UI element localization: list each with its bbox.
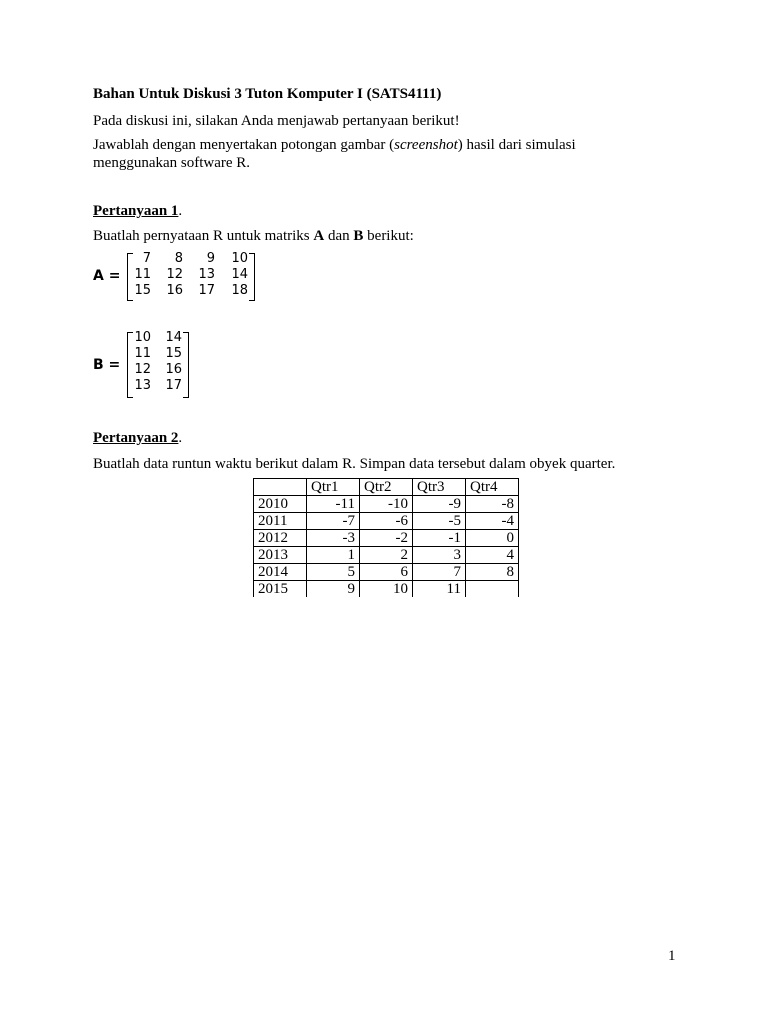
matrix-cell: 13 bbox=[198, 267, 215, 282]
table-value-cell: -1 bbox=[413, 530, 466, 547]
matrix-cell: 18 bbox=[231, 283, 248, 298]
table-value-cell: 4 bbox=[466, 547, 519, 564]
question-2-heading bbox=[93, 430, 182, 447]
table-year-cell: 2014 bbox=[254, 564, 307, 581]
table-value-cell: 7 bbox=[413, 564, 466, 581]
table-header-cell: Qtr4 bbox=[466, 479, 519, 496]
table-value-cell: 1 bbox=[307, 547, 360, 564]
table-value-cell: 0 bbox=[466, 530, 519, 547]
matrix-b-right-bracket bbox=[183, 332, 189, 398]
table-header-row bbox=[254, 479, 519, 496]
matrix-cell: 16 bbox=[165, 362, 182, 377]
table-year-cell: 2010 bbox=[254, 496, 307, 513]
table-year-cell: 2012 bbox=[254, 530, 307, 547]
table-value-cell: -8 bbox=[466, 496, 519, 513]
q1-text-end: berikut: bbox=[363, 228, 414, 244]
matrix-cell: 15 bbox=[134, 283, 151, 298]
table-value-cell: 9 bbox=[307, 581, 360, 598]
table-value-cell: -9 bbox=[413, 496, 466, 513]
matrix-cell: 8 bbox=[174, 251, 183, 266]
table-row bbox=[254, 547, 519, 564]
table-value-cell: -2 bbox=[360, 530, 413, 547]
table-row bbox=[254, 513, 519, 530]
question-1-instruction bbox=[93, 228, 414, 245]
matrix-b-label: B = bbox=[93, 357, 121, 373]
matrix-cell: 17 bbox=[198, 283, 215, 298]
table-value-cell: 8 bbox=[466, 564, 519, 581]
table-value-cell: -4 bbox=[466, 513, 519, 530]
table-year-cell: 2015 bbox=[254, 581, 307, 598]
matrix-cell: 11 bbox=[134, 267, 151, 282]
table-value-cell bbox=[466, 581, 519, 598]
q1-matrix-b-name: B bbox=[353, 228, 364, 244]
question-1-heading bbox=[93, 203, 182, 220]
table-header-cell: Qtr1 bbox=[307, 479, 360, 496]
instruction-text-start: Jawablah dengan menyertakan potongan gambar ( bbox=[93, 137, 395, 153]
matrix-cell: 17 bbox=[165, 378, 182, 393]
matrix-cell: 10 bbox=[231, 251, 248, 266]
instruction-paragraph-line2: menggunakan software R. bbox=[93, 155, 251, 171]
document-title: Bahan Untuk Diskusi 3 Tuton Komputer I (SATS4111) bbox=[93, 86, 442, 102]
table-value-cell: 2 bbox=[360, 547, 413, 564]
matrix-cell: 13 bbox=[134, 378, 151, 393]
matrix-cell: 14 bbox=[231, 267, 248, 282]
table-value-cell: -5 bbox=[413, 513, 466, 530]
instruction-paragraph bbox=[93, 137, 576, 154]
matrix-cell: 9 bbox=[206, 251, 215, 266]
table-value-cell: 10 bbox=[360, 581, 413, 598]
question-2-instruction: Buatlah data runtun waktu berikut dalam R. Simpan data tersebut dalam obyek quarter. bbox=[93, 456, 616, 472]
matrix-cell: 7 bbox=[142, 251, 151, 266]
question-2-dot: . bbox=[178, 430, 183, 446]
matrix-a bbox=[127, 253, 255, 301]
table-value-cell: -7 bbox=[307, 513, 360, 530]
question-1-dot: . bbox=[178, 203, 183, 219]
table-value-cell: -3 bbox=[307, 530, 360, 547]
matrix-cell: 11 bbox=[134, 346, 151, 361]
matrix-cell: 15 bbox=[165, 346, 182, 361]
page-number: 1 bbox=[668, 948, 676, 964]
table-header-cell: Qtr2 bbox=[360, 479, 413, 496]
table-value-cell: -10 bbox=[360, 496, 413, 513]
table-row bbox=[254, 581, 519, 598]
matrix-a-left-bracket bbox=[127, 253, 133, 301]
matrix-cell: 12 bbox=[166, 267, 183, 282]
table-row bbox=[254, 530, 519, 547]
table-value-cell: 5 bbox=[307, 564, 360, 581]
matrix-b bbox=[127, 332, 189, 398]
q1-text-start: Buatlah pernyataan R untuk matriks bbox=[93, 228, 314, 244]
table-header-cell bbox=[254, 479, 307, 496]
matrix-cell: 16 bbox=[166, 283, 183, 298]
table-row bbox=[254, 496, 519, 513]
table-value-cell: -6 bbox=[360, 513, 413, 530]
q1-matrix-a-name: A bbox=[313, 228, 325, 244]
matrix-cell: 12 bbox=[134, 362, 151, 377]
instruction-emphasis: screenshot bbox=[394, 137, 458, 153]
matrix-b-left-bracket bbox=[127, 332, 133, 398]
intro-paragraph: Pada diskusi ini, silakan Anda menjawab pertanyaan berikut! bbox=[93, 113, 460, 129]
table-value-cell: -11 bbox=[307, 496, 360, 513]
instruction-text-end: ) hasil dari simulasi bbox=[457, 137, 576, 153]
matrix-a-right-bracket bbox=[249, 253, 255, 301]
quarter-data-table bbox=[253, 478, 519, 597]
table-value-cell: 6 bbox=[360, 564, 413, 581]
question-1-title: Pertanyaan 1 bbox=[93, 203, 179, 219]
matrix-cell: 10 bbox=[134, 330, 151, 345]
matrix-cell: 14 bbox=[165, 330, 182, 345]
table-value-cell: 11 bbox=[413, 581, 466, 598]
table-value-cell: 3 bbox=[413, 547, 466, 564]
table-year-cell: 2011 bbox=[254, 513, 307, 530]
question-2-title: Pertanyaan 2 bbox=[93, 430, 179, 446]
table-row bbox=[254, 564, 519, 581]
matrix-a-label: A = bbox=[93, 268, 121, 284]
table-year-cell: 2013 bbox=[254, 547, 307, 564]
table-header-cell: Qtr3 bbox=[413, 479, 466, 496]
q1-text-mid: dan bbox=[324, 228, 354, 244]
